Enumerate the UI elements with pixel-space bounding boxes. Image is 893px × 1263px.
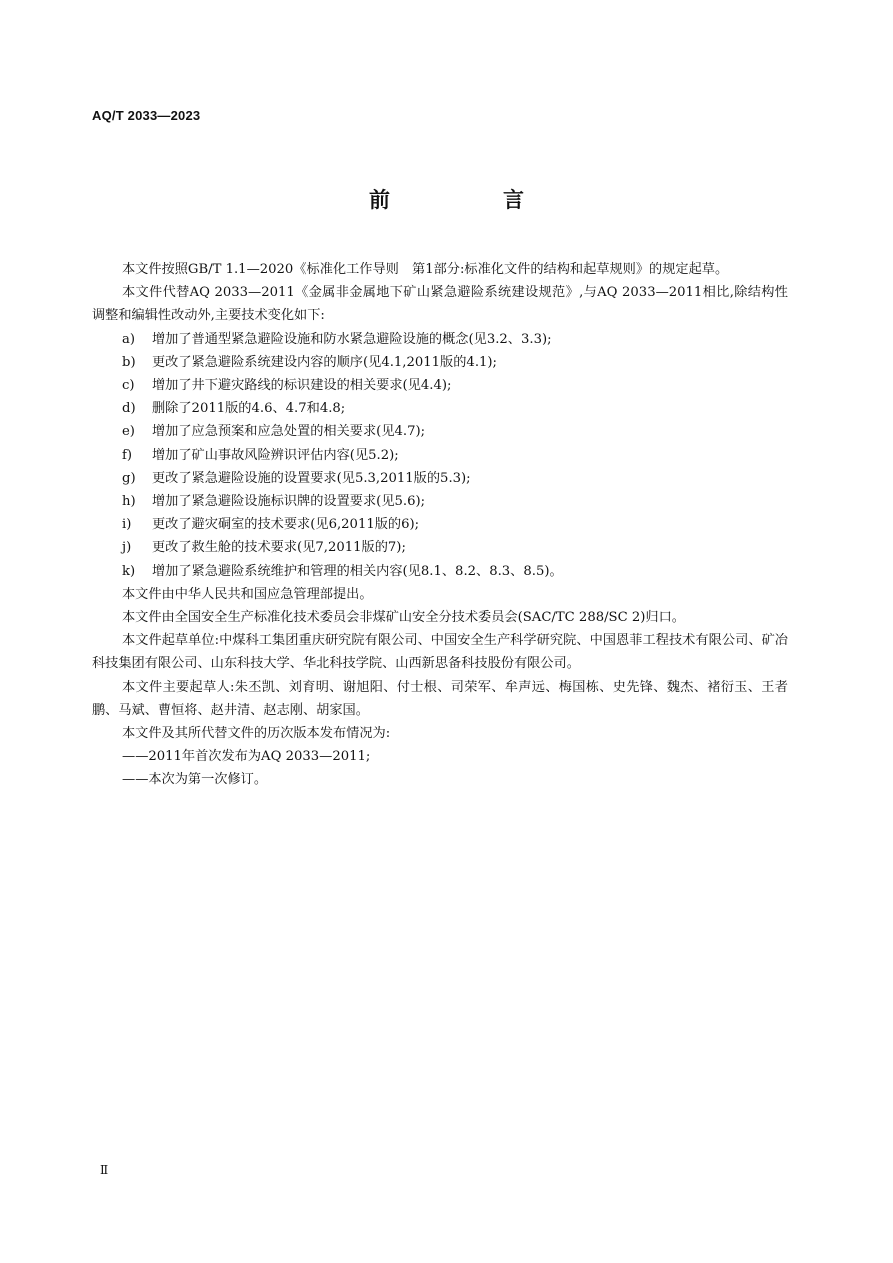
list-item-text: 更改了避灾硐室的技术要求(见6,2011版的6); bbox=[152, 517, 420, 533]
list-item bbox=[92, 560, 788, 583]
list-item-text: 删除了2011版的4.6、4.7和4.8; bbox=[152, 401, 346, 417]
foreword-body bbox=[92, 258, 788, 792]
list-item bbox=[92, 536, 788, 559]
list-item-text: 增加了矿山事故风险辨识评估内容(见5.2); bbox=[152, 447, 399, 463]
list-item bbox=[92, 513, 788, 536]
list-item bbox=[92, 490, 788, 513]
list-marker: j) bbox=[122, 540, 132, 556]
page-title: 前 言 bbox=[369, 188, 570, 212]
list-marker: b) bbox=[122, 354, 136, 370]
paragraph-basis: 本文件按照GB/T 1.1—2020《标准化工作导则 第1部分:标准化文件的结构和起草规则》的规定起草。 bbox=[122, 262, 729, 277]
history-item: ——2011年首次发布为AQ 2033—2011; bbox=[122, 749, 371, 765]
paragraph-drafters: 本文件主要起草人:朱丕凯、刘育明、谢旭阳、付士根、司荣军、牟声远、梅国栋、史先锋、魏杰、褚衍玉、王者鹏、马斌、曹恒将、赵井清、赵志刚、胡家国。 bbox=[92, 679, 788, 718]
list-marker: k) bbox=[122, 563, 136, 579]
paragraph-drafting-units: 本文件起草单位:中煤科工集团重庆研究院有限公司、中国安全生产科学研究院、中国恩菲工程技术有限公司、矿冶科技集团有限公司、山东科技大学、华北科技学院、山西新思备科技股份有限公司。 bbox=[92, 633, 788, 672]
list-marker: i) bbox=[122, 517, 132, 533]
list-item bbox=[92, 328, 788, 351]
list-item bbox=[92, 351, 788, 374]
list-marker: e) bbox=[122, 424, 135, 440]
list-marker: f) bbox=[122, 447, 133, 463]
list-item-text: 增加了紧急避险系统维护和管理的相关内容(见8.1、8.2、8.3、8.5)。 bbox=[152, 563, 563, 579]
list-item bbox=[92, 444, 788, 467]
list-item-text: 更改了紧急避险系统建设内容的顺序(见4.1,2011版的4.1); bbox=[152, 354, 497, 370]
list-item-text: 增加了紧急避险设施标识牌的设置要求(见5.6); bbox=[152, 494, 426, 510]
paragraph-history-intro: 本文件及其所代替文件的历次版本发布情况为: bbox=[122, 726, 391, 742]
paragraph-replacement: 本文件代替AQ 2033—2011《金属非金属地下矿山紧急避险系统建设规范》,与AQ 2033—2011相比,除结构性调整和编辑性改动外,主要技术变化如下: bbox=[92, 285, 788, 324]
list-item-text: 增加了应急预案和应急处置的相关要求(见4.7); bbox=[152, 424, 426, 440]
list-item bbox=[92, 420, 788, 443]
list-marker: h) bbox=[122, 494, 136, 510]
paragraph-managed-by: 本文件由全国安全生产标准化技术委员会非煤矿山安全分技术委员会(SAC/TC 288/SC 2)归口。 bbox=[122, 610, 685, 626]
list-item bbox=[92, 467, 788, 490]
list-marker: a) bbox=[122, 331, 136, 347]
change-list bbox=[92, 328, 788, 583]
list-marker: d) bbox=[122, 401, 136, 417]
list-item-text: 更改了紧急避险设施的设置要求(见5.3,2011版的5.3); bbox=[152, 470, 471, 486]
list-item bbox=[92, 397, 788, 420]
paragraph-proposed-by: 本文件由中华人民共和国应急管理部提出。 bbox=[122, 586, 373, 602]
list-item bbox=[92, 374, 788, 397]
page-number: Ⅱ bbox=[100, 1163, 109, 1177]
list-marker: g) bbox=[122, 470, 136, 486]
standard-code: AQ/T 2033—2023 bbox=[92, 108, 201, 123]
list-marker: c) bbox=[122, 378, 135, 394]
history-item: ——本次为第一次修订。 bbox=[122, 772, 268, 788]
list-item-text: 增加了井下避灾路线的标识建设的相关要求(见4.4); bbox=[152, 378, 452, 394]
list-item-text: 更改了救生舱的技术要求(见7,2011版的7); bbox=[152, 540, 406, 556]
list-item-text: 增加了普通型紧急避险设施和防水紧急避险设施的概念(见3.2、3.3); bbox=[152, 331, 552, 347]
